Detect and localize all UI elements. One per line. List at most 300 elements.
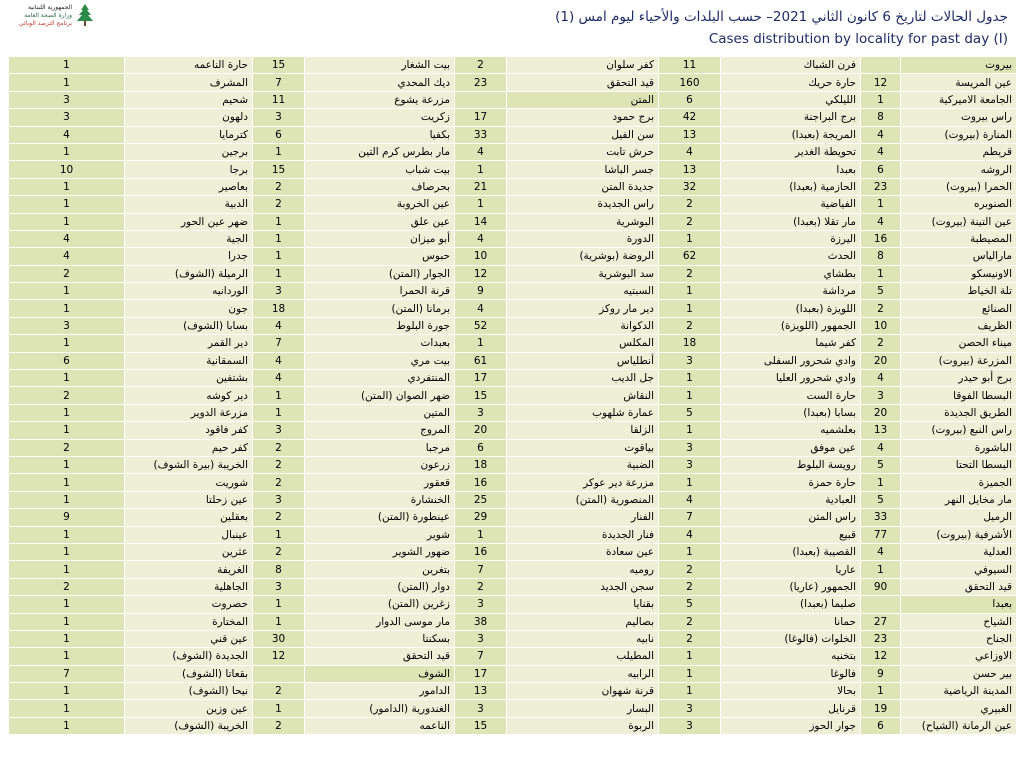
locality-name: المزرعة (بيروت) bbox=[901, 352, 1017, 369]
case-count: 1 bbox=[861, 196, 901, 213]
locality-name: بشتفين bbox=[125, 370, 253, 387]
logo-line-1: الجمهورية اللبنانية bbox=[27, 4, 72, 11]
locality-name: برج حمود bbox=[507, 109, 659, 126]
locality-name: الليلكي bbox=[721, 91, 861, 108]
table-row bbox=[9, 422, 1017, 439]
case-count: 1 bbox=[9, 370, 125, 387]
case-count: 25 bbox=[455, 491, 507, 508]
locality-name: رويسة البلوط bbox=[721, 456, 861, 473]
case-count: 61 bbox=[455, 352, 507, 369]
case-count: 90 bbox=[861, 578, 901, 595]
locality-name: الرابيه bbox=[507, 665, 659, 682]
locality-name: حصروت bbox=[125, 596, 253, 613]
case-count: 1 bbox=[9, 543, 125, 560]
locality-name: المنتفردي bbox=[305, 370, 455, 387]
locality-name: زغرين (المتن) bbox=[305, 596, 455, 613]
locality-name: بيت مري bbox=[305, 352, 455, 369]
locality-name: جدرا bbox=[125, 248, 253, 265]
locality-name: الظريف bbox=[901, 317, 1017, 334]
case-count: 18 bbox=[659, 335, 721, 352]
case-count: 3 bbox=[455, 404, 507, 421]
locality-name: وادي شحرور العليا bbox=[721, 370, 861, 387]
locality-name: ضهر عين الحور bbox=[125, 213, 253, 230]
case-count: 2 bbox=[659, 213, 721, 230]
locality-name: ميناء الحصن bbox=[901, 335, 1017, 352]
case-count: 2 bbox=[253, 196, 305, 213]
case-count: 1 bbox=[253, 265, 305, 282]
locality-name: الجية bbox=[125, 230, 253, 247]
case-count: 6 bbox=[9, 352, 125, 369]
case-count: 17 bbox=[455, 370, 507, 387]
table-row bbox=[9, 317, 1017, 334]
case-count: 1 bbox=[253, 213, 305, 230]
case-count: 77 bbox=[861, 526, 901, 543]
case-count: 10 bbox=[455, 248, 507, 265]
case-count bbox=[253, 665, 305, 682]
locality-name: الاوزاعي bbox=[901, 648, 1017, 665]
locality-name: جسر الباشا bbox=[507, 161, 659, 178]
locality-name: الحازمية (بعبدا) bbox=[721, 178, 861, 195]
table-row bbox=[9, 161, 1017, 178]
cedar-icon bbox=[74, 2, 96, 28]
case-count: 9 bbox=[455, 283, 507, 300]
table-row bbox=[9, 109, 1017, 126]
locality-name: ديك المحدي bbox=[305, 74, 455, 91]
locality-name: قريطم bbox=[901, 143, 1017, 160]
cases-by-locality-table bbox=[8, 56, 1017, 735]
locality-name: الشوف bbox=[305, 665, 455, 682]
locality-name: نابيه bbox=[507, 630, 659, 647]
table-row bbox=[9, 230, 1017, 247]
cases-table-container bbox=[8, 56, 1016, 735]
locality-name: فنار الجديدة bbox=[507, 526, 659, 543]
case-count: 2 bbox=[253, 509, 305, 526]
case-count: 2 bbox=[659, 561, 721, 578]
case-count: 3 bbox=[455, 596, 507, 613]
locality-name: مار تقلا (بعبدا) bbox=[721, 213, 861, 230]
locality-name: عين التينة (بيروت) bbox=[901, 213, 1017, 230]
report-title-english: Cases distribution by locality for past day (I) bbox=[708, 31, 1008, 47]
locality-name: سن الفيل bbox=[507, 126, 659, 143]
locality-name: الخريبة (الشوف) bbox=[125, 717, 253, 734]
locality-name: عين وزين bbox=[125, 700, 253, 717]
locality-name: بتخنيه bbox=[721, 648, 861, 665]
case-count: 4 bbox=[659, 143, 721, 160]
locality-name: دير القمر bbox=[125, 335, 253, 352]
case-count: 2 bbox=[9, 439, 125, 456]
case-count: 5 bbox=[659, 596, 721, 613]
locality-name: قرنايل bbox=[721, 700, 861, 717]
table-row bbox=[9, 543, 1017, 560]
locality-name: الرميلة (الشوف) bbox=[125, 265, 253, 282]
locality-name: وادي شحرور السفلى bbox=[721, 352, 861, 369]
locality-name: حارة الست bbox=[721, 387, 861, 404]
locality-name: الجامعة الاميركية bbox=[901, 91, 1017, 108]
locality-name: عين المريسة bbox=[901, 74, 1017, 91]
locality-name: حارة حريك bbox=[721, 74, 861, 91]
locality-name: الصنائع bbox=[901, 300, 1017, 317]
table-row bbox=[9, 143, 1017, 160]
case-count: 1 bbox=[253, 613, 305, 630]
locality-name: بقنايا bbox=[507, 596, 659, 613]
locality-name: عثرين bbox=[125, 543, 253, 560]
case-count: 1 bbox=[9, 74, 125, 91]
locality-name: الدكوانة bbox=[507, 317, 659, 334]
table-row bbox=[9, 178, 1017, 195]
locality-name: مزرعة الدوير bbox=[125, 404, 253, 421]
case-count: 1 bbox=[253, 248, 305, 265]
table-row bbox=[9, 213, 1017, 230]
locality-name: أبو ميزان bbox=[305, 230, 455, 247]
locality-name: الفنار bbox=[507, 509, 659, 526]
case-count: 1 bbox=[861, 265, 901, 282]
table-row bbox=[9, 370, 1017, 387]
case-count: 2 bbox=[455, 578, 507, 595]
locality-name: العدلية bbox=[901, 543, 1017, 560]
case-count: 1 bbox=[9, 335, 125, 352]
locality-name: بيت الشغار bbox=[305, 57, 455, 74]
locality-name: الربوة bbox=[507, 717, 659, 734]
locality-name: عين قني bbox=[125, 630, 253, 647]
case-count: 14 bbox=[455, 213, 507, 230]
table-row bbox=[9, 352, 1017, 369]
locality-name: بعاصير bbox=[125, 178, 253, 195]
locality-name: كفر شيما bbox=[721, 335, 861, 352]
case-count: 4 bbox=[861, 439, 901, 456]
case-count: 3 bbox=[253, 422, 305, 439]
table-row bbox=[9, 196, 1017, 213]
locality-name: الطريق الجديدة bbox=[901, 404, 1017, 421]
locality-name: بسكنتا bbox=[305, 630, 455, 647]
case-count: 3 bbox=[659, 456, 721, 473]
case-count: 6 bbox=[861, 717, 901, 734]
case-count: 1 bbox=[9, 404, 125, 421]
locality-name: دير مار روكز bbox=[507, 300, 659, 317]
case-count: 29 bbox=[455, 509, 507, 526]
locality-name: برج أبو حيدر bbox=[901, 370, 1017, 387]
locality-name: مار موسى الدوار bbox=[305, 613, 455, 630]
case-count: 2 bbox=[253, 456, 305, 473]
case-count: 1 bbox=[9, 422, 125, 439]
logo-line-3: برنامج الترصد الوبائي bbox=[18, 20, 72, 27]
locality-name: الاونيسكو bbox=[901, 265, 1017, 282]
locality-name: اللويزة (بعبدا) bbox=[721, 300, 861, 317]
locality-name: المصيطبة bbox=[901, 230, 1017, 247]
table-row bbox=[9, 387, 1017, 404]
case-count: 4 bbox=[659, 526, 721, 543]
table-row bbox=[9, 300, 1017, 317]
locality-name: بطشاي bbox=[721, 265, 861, 282]
case-count: 1 bbox=[9, 561, 125, 578]
locality-name: المكلس bbox=[507, 335, 659, 352]
case-count: 3 bbox=[253, 578, 305, 595]
case-count: 2 bbox=[253, 178, 305, 195]
locality-name: الدبية bbox=[125, 196, 253, 213]
case-count: 4 bbox=[253, 370, 305, 387]
case-count: 11 bbox=[659, 57, 721, 74]
case-count: 3 bbox=[9, 91, 125, 108]
case-count: 5 bbox=[861, 456, 901, 473]
case-count: 4 bbox=[253, 317, 305, 334]
case-count: 42 bbox=[659, 109, 721, 126]
case-count: 2 bbox=[253, 439, 305, 456]
locality-name: حارة حمزة bbox=[721, 474, 861, 491]
locality-name: صليما (بعبدا) bbox=[721, 596, 861, 613]
locality-name: السمقانية bbox=[125, 352, 253, 369]
case-count: 3 bbox=[659, 717, 721, 734]
case-count: 1 bbox=[455, 526, 507, 543]
locality-name: دوار (المتن) bbox=[305, 578, 455, 595]
table-row bbox=[9, 648, 1017, 665]
case-count: 1 bbox=[253, 404, 305, 421]
locality-name: مارالياس bbox=[901, 248, 1017, 265]
case-count: 4 bbox=[861, 126, 901, 143]
case-count: 1 bbox=[9, 178, 125, 195]
locality-name: المشرف bbox=[125, 74, 253, 91]
table-row bbox=[9, 578, 1017, 595]
case-count: 7 bbox=[455, 648, 507, 665]
locality-name: عين سعادة bbox=[507, 543, 659, 560]
case-count: 62 bbox=[659, 248, 721, 265]
locality-name: عينبال bbox=[125, 526, 253, 543]
report-header bbox=[0, 0, 1024, 54]
locality-name: جل الديب bbox=[507, 370, 659, 387]
case-count: 16 bbox=[455, 543, 507, 560]
case-count: 21 bbox=[455, 178, 507, 195]
locality-name: عينطورة (المتن) bbox=[305, 509, 455, 526]
case-count: 3 bbox=[659, 700, 721, 717]
table-row bbox=[9, 474, 1017, 491]
case-count: 15 bbox=[253, 57, 305, 74]
locality-name: قعقور bbox=[305, 474, 455, 491]
locality-name: مرداشة bbox=[721, 283, 861, 300]
locality-name: جون bbox=[125, 300, 253, 317]
case-count: 1 bbox=[861, 474, 901, 491]
case-count: 3 bbox=[9, 109, 125, 126]
locality-name: الفياضية bbox=[721, 196, 861, 213]
case-count: 4 bbox=[9, 126, 125, 143]
case-count: 4 bbox=[861, 213, 901, 230]
locality-name: الصنوبره bbox=[901, 196, 1017, 213]
case-count: 1 bbox=[659, 387, 721, 404]
case-count: 11 bbox=[253, 91, 305, 108]
locality-name: المروج bbox=[305, 422, 455, 439]
locality-name: الزلقا bbox=[507, 422, 659, 439]
case-count: 2 bbox=[253, 683, 305, 700]
locality-name: تلة الخياط bbox=[901, 283, 1017, 300]
locality-name: بعبدا bbox=[901, 596, 1017, 613]
case-count: 1 bbox=[659, 230, 721, 247]
locality-name: بحالا bbox=[721, 683, 861, 700]
case-count: 1 bbox=[9, 474, 125, 491]
locality-name: قيد التحقق bbox=[507, 74, 659, 91]
locality-name: المريجة (بعبدا) bbox=[721, 126, 861, 143]
case-count: 4 bbox=[455, 230, 507, 247]
case-count: 4 bbox=[861, 543, 901, 560]
case-count: 3 bbox=[659, 352, 721, 369]
locality-name: الغبيري bbox=[901, 700, 1017, 717]
case-count: 4 bbox=[253, 352, 305, 369]
case-count: 1 bbox=[253, 230, 305, 247]
case-count: 3 bbox=[253, 283, 305, 300]
locality-name: الجوار (المتن) bbox=[305, 265, 455, 282]
locality-name: المتين bbox=[305, 404, 455, 421]
locality-name: كترمايا bbox=[125, 126, 253, 143]
locality-name: الوردانيه bbox=[125, 283, 253, 300]
case-count: 2 bbox=[253, 717, 305, 734]
locality-name: الناعمه bbox=[305, 717, 455, 734]
locality-name: بكفيا bbox=[305, 126, 455, 143]
case-count: 1 bbox=[9, 283, 125, 300]
locality-name: دير كوشه bbox=[125, 387, 253, 404]
case-count: 1 bbox=[253, 700, 305, 717]
case-count: 3 bbox=[253, 491, 305, 508]
locality-name: بصاليم bbox=[507, 613, 659, 630]
case-count: 2 bbox=[659, 613, 721, 630]
case-count: 3 bbox=[659, 439, 721, 456]
table-row bbox=[9, 596, 1017, 613]
case-count: 1 bbox=[861, 683, 901, 700]
table-row bbox=[9, 91, 1017, 108]
case-count: 33 bbox=[455, 126, 507, 143]
locality-name: راس المتن bbox=[721, 509, 861, 526]
locality-name: زرعون bbox=[305, 456, 455, 473]
locality-name: أنطلياس bbox=[507, 352, 659, 369]
case-count: 2 bbox=[253, 474, 305, 491]
case-count: 15 bbox=[455, 387, 507, 404]
case-count: 2 bbox=[253, 543, 305, 560]
locality-name: العبادية bbox=[721, 491, 861, 508]
locality-name: بعبدات bbox=[305, 335, 455, 352]
locality-name: عين الخروبة bbox=[305, 196, 455, 213]
locality-name: الحمرا (بيروت) bbox=[901, 178, 1017, 195]
locality-name: بير حسن bbox=[901, 665, 1017, 682]
case-count: 13 bbox=[659, 161, 721, 178]
locality-name: عمارة شلهوب bbox=[507, 404, 659, 421]
table-row bbox=[9, 630, 1017, 647]
locality-name: زكريت bbox=[305, 109, 455, 126]
table-row bbox=[9, 456, 1017, 473]
case-count: 8 bbox=[253, 561, 305, 578]
ministry-logo bbox=[10, 2, 100, 32]
locality-name: المختارة bbox=[125, 613, 253, 630]
case-count: 7 bbox=[455, 561, 507, 578]
table-row bbox=[9, 74, 1017, 91]
locality-name: السبتيه bbox=[507, 283, 659, 300]
locality-name: شوريت bbox=[125, 474, 253, 491]
locality-name: الأشرفية (بيروت) bbox=[901, 526, 1017, 543]
case-count: 7 bbox=[253, 74, 305, 91]
locality-name: بعقلين bbox=[125, 509, 253, 526]
locality-name: بيت شباب bbox=[305, 161, 455, 178]
locality-name: كفر حيم bbox=[125, 439, 253, 456]
case-count: 20 bbox=[455, 422, 507, 439]
table-row bbox=[9, 57, 1017, 74]
case-count: 1 bbox=[861, 91, 901, 108]
table-row bbox=[9, 700, 1017, 717]
locality-name: المنصورية (المتن) bbox=[507, 491, 659, 508]
table-row bbox=[9, 265, 1017, 282]
locality-name: سد البوشرية bbox=[507, 265, 659, 282]
case-count: 13 bbox=[861, 422, 901, 439]
case-count: 38 bbox=[455, 613, 507, 630]
case-count: 18 bbox=[253, 300, 305, 317]
locality-name: برجا bbox=[125, 161, 253, 178]
locality-name: بحرصاف bbox=[305, 178, 455, 195]
locality-name: تحويطة الغدير bbox=[721, 143, 861, 160]
locality-name: جديدة المتن bbox=[507, 178, 659, 195]
locality-name: مار بطرس كرم التين bbox=[305, 143, 455, 160]
case-count: 1 bbox=[455, 335, 507, 352]
locality-name: روميه bbox=[507, 561, 659, 578]
case-count: 15 bbox=[455, 717, 507, 734]
case-count: 16 bbox=[861, 230, 901, 247]
case-count: 3 bbox=[455, 630, 507, 647]
locality-name: حارة الناعمه bbox=[125, 57, 253, 74]
locality-name: بسابا (بعبدا) bbox=[721, 404, 861, 421]
locality-name: حمانا bbox=[721, 613, 861, 630]
table-row bbox=[9, 439, 1017, 456]
case-count bbox=[861, 596, 901, 613]
locality-name: بتغرين bbox=[305, 561, 455, 578]
case-count: 1 bbox=[659, 370, 721, 387]
locality-name: الغريفة bbox=[125, 561, 253, 578]
case-count: 2 bbox=[659, 196, 721, 213]
table-row bbox=[9, 613, 1017, 630]
case-count: 1 bbox=[9, 491, 125, 508]
locality-name: عين علق bbox=[305, 213, 455, 230]
table-row bbox=[9, 283, 1017, 300]
case-count: 4 bbox=[659, 491, 721, 508]
locality-name: الضبية bbox=[507, 456, 659, 473]
case-count: 4 bbox=[861, 370, 901, 387]
locality-name: الجاهلية bbox=[125, 578, 253, 595]
case-count: 1 bbox=[253, 387, 305, 404]
case-count: 20 bbox=[861, 352, 901, 369]
case-count: 15 bbox=[253, 161, 305, 178]
locality-name: بسابا (الشوف) bbox=[125, 317, 253, 334]
case-count: 1 bbox=[659, 300, 721, 317]
case-count: 2 bbox=[9, 265, 125, 282]
case-count: 1 bbox=[9, 213, 125, 230]
case-count: 33 bbox=[861, 509, 901, 526]
case-count: 12 bbox=[455, 265, 507, 282]
case-count: 3 bbox=[9, 317, 125, 334]
locality-name: بعبدا bbox=[721, 161, 861, 178]
case-count: 9 bbox=[9, 509, 125, 526]
case-count: 18 bbox=[455, 456, 507, 473]
locality-name: الخلوات (فالوغا) bbox=[721, 630, 861, 647]
case-count: 1 bbox=[9, 700, 125, 717]
table-row bbox=[9, 126, 1017, 143]
locality-name: الدورة bbox=[507, 230, 659, 247]
case-count: 8 bbox=[861, 248, 901, 265]
case-count: 4 bbox=[455, 143, 507, 160]
locality-name: فرن الشباك bbox=[721, 57, 861, 74]
locality-name: شوير bbox=[305, 526, 455, 543]
locality-name: المطيلب bbox=[507, 648, 659, 665]
case-count: 1 bbox=[659, 474, 721, 491]
locality-name: حبوس bbox=[305, 248, 455, 265]
locality-name: الجناح bbox=[901, 630, 1017, 647]
table-row bbox=[9, 404, 1017, 421]
case-count: 52 bbox=[455, 317, 507, 334]
locality-name: القصيبة (بعبدا) bbox=[721, 543, 861, 560]
locality-name: الباشورة bbox=[901, 439, 1017, 456]
case-count: 7 bbox=[9, 665, 125, 682]
case-count: 23 bbox=[861, 178, 901, 195]
locality-name: نيحا (الشوف) bbox=[125, 683, 253, 700]
